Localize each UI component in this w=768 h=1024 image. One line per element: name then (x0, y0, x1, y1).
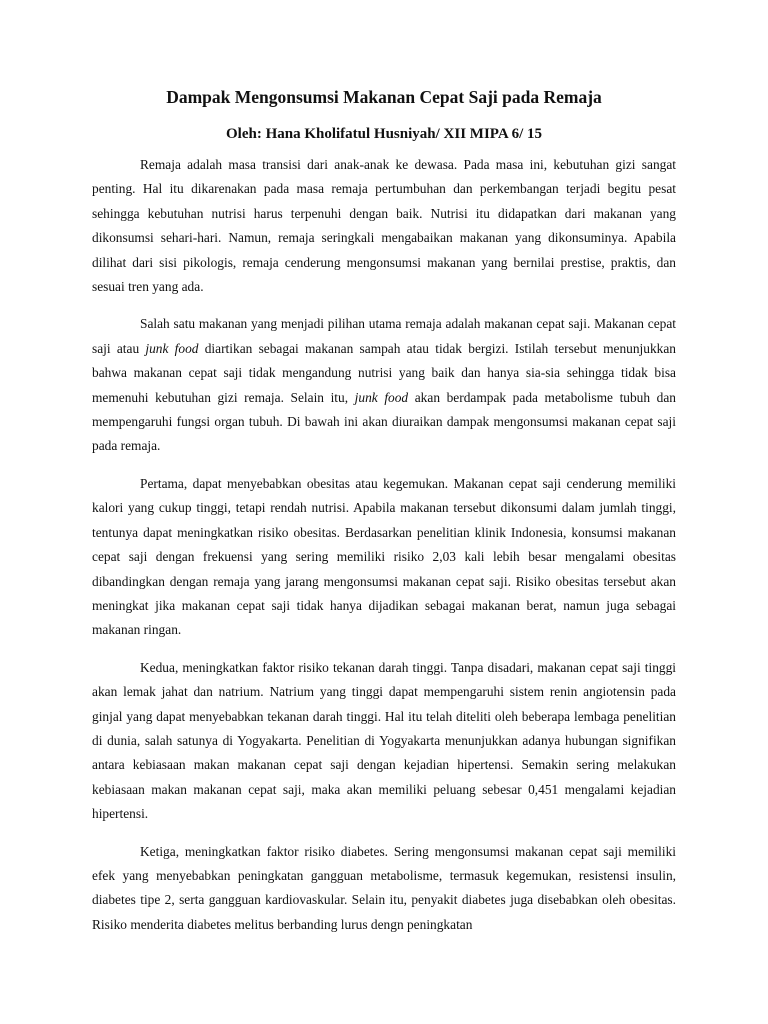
paragraph-text: Ketiga, meningkatkan faktor risiko diabetes. Sering mengonsumsi makanan cepat saji memiliki efek yang menyebabkan peningkatan gangguan metabolisme, termasuk kegemukan, resistensi insulin, diabetes tipe 2, serta gangguan kardiovaskular. Selain itu, penyakit diabetes juga disebabkan oleh obesitas. Risiko menderita diabetes melitus berbanding lurus dengn peningkatan (92, 843, 676, 932)
document-title: Dampak Mengonsumsi Makanan Cepat Saji pada Remaja (166, 87, 602, 107)
paragraph-3 (92, 472, 676, 643)
italic-term: junk food (354, 389, 409, 405)
paragraph-text: akan berdampak pada metabolisme tubuh dan mempengaruhi fungsi organ tubuh. Di bawah ini akan diuraikan dampak mengonsumsi makanan cepat saji pada remaja. (92, 389, 676, 454)
paragraph-text: Remaja adalah masa transisi dari anak-anak ke dewasa. Pada masa ini, kebutuhan gizi sangat penting. Hal itu dikarenakan pada masa remaja pertumbuhan dan perkembangan terjadi begitu pesat sehingga kebutuhan nutrisi harus terpenuhi dengan baik. Nutrisi itu didapatkan dari makanan yang dikonsumsi sehari-hari. Namun, remaja seringkali mengabaikan makanan yang dikonsuminya. Apabila dilihat dari sisi pikologis, remaja cenderung mengonsumsi makanan yang bernilai prestise, praktis, dan sesuai tren yang ada. (92, 157, 676, 295)
paragraph-text: diartikan sebagai makanan sampah atau tidak bergizi. Istilah tersebut menunjukkan bahwa makanan cepat saji tidak mengandung nutrisi yang baik dan hanya sia-sia sehingga tidak bisa memenuhi kebutuhan gizi remaja. Selain itu, (92, 340, 676, 405)
paragraph-text: Salah satu makanan yang menjadi pilihan utama remaja adalah makanan cepat saji. Makanan cepat saji atau (92, 316, 676, 356)
author-line: Oleh: Hana Kholifatul Husniyah/ XII MIPA 6/ 15 (225, 126, 543, 142)
paragraph-text: Pertama, dapat menyebabkan obesitas atau kegemukan. Makanan cepat saji cenderung memiliki kalori yang cukup tinggi, tetapi rendah nutrisi. Apabila makanan tersebut dikonsumi dalam jumlah tinggi, tentunya dapat meningkatkan risiko obesitas. Berdasarkan penelitian klinik Indonesia, konsumsi makanan cepat saji dengan frekuensi yang sering memiliki risiko 2,03 kali lebih besar mengalami obesitas dibandingkan dengan remaja yang jarang mengonsumsi makanan cepat saji. Risiko obesitas tersebut akan meningkat jika makanan cepat saji tidak hanya dijadikan sebagai makanan berat, namun juga sebagai makanan ringan. (92, 475, 676, 638)
paragraph-1 (92, 153, 676, 299)
italic-term: junk food (145, 340, 199, 356)
paragraph-5 (92, 840, 676, 938)
paragraph-4 (92, 656, 676, 827)
paragraph-2 (92, 312, 676, 458)
paragraph-text: Kedua, meningkatkan faktor risiko tekanan darah tinggi. Tanpa disadari, makanan cepat saji tinggi akan lemak jahat dan natrium. Natrium yang tinggi dapat mempengaruhi sistem renin angiotensin pada ginjal yang dapat menyebabkan tekanan darah tinggi. Hal itu telah diteliti oleh beberapa lembaga penelitian di dunia, salah satunya di Yogyakarta. Penelitian di Yogyakarta menunjukkan adanya hubungan signifikan antara kebiasaan makan makanan cepat saji dengan kejadian hipertensi. Semakin sering melakukan kebiasaan makan makanan cepat saji, maka akan memiliki peluang sebesar 0,451 mengalami kejadian hipertensi. (92, 659, 676, 822)
